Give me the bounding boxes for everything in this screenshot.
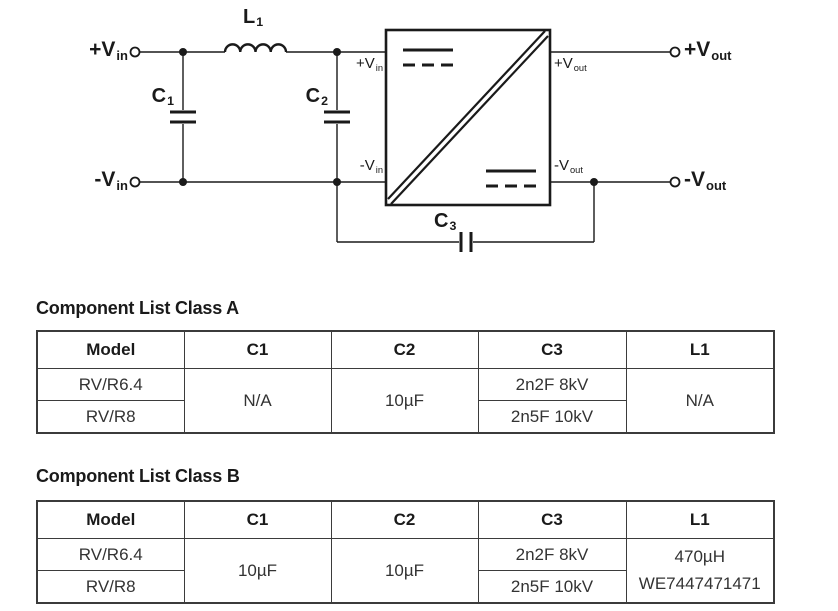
vout-pos-terminal-label: $+V_{out}$ xyxy=(684,38,732,63)
vin-neg-terminal-icon xyxy=(131,178,140,187)
model-cell: RV/R6.4 xyxy=(37,539,184,571)
col-header-c2: C2 xyxy=(331,331,478,369)
c2-value-cell: 10µF xyxy=(331,369,478,434)
inductor-l1-label: $L_1$ xyxy=(243,6,264,30)
col-header-l1: L1 xyxy=(626,501,774,539)
vout-neg-terminal-icon xyxy=(671,178,680,187)
filter-circuit-diagram xyxy=(0,0,838,270)
vin-pos-terminal-icon xyxy=(131,48,140,57)
dc-symbol-output-icon xyxy=(486,171,536,186)
model-cell: RV/R8 xyxy=(37,401,184,434)
col-header-c2: C2 xyxy=(331,501,478,539)
junction-dots xyxy=(179,48,598,186)
vin-neg-terminal-label: $-V_{in}$ xyxy=(94,168,128,193)
col-header-model: Model xyxy=(37,331,184,369)
component-table-class-a xyxy=(36,330,775,434)
table-a-header-row xyxy=(37,331,774,369)
col-header-l1: L1 xyxy=(626,331,774,369)
col-header-c1: C1 xyxy=(184,501,331,539)
dcdc-converter-box xyxy=(386,30,550,205)
c1-value-cell: 10µF xyxy=(184,539,331,604)
c2-value-cell: 10µF xyxy=(331,539,478,604)
converter-pin-vin-pos-label: $+V_{in}$ xyxy=(355,55,383,73)
vin-pos-terminal-label: $+V_{in}$ xyxy=(89,38,128,63)
c3-value-cell: 2n5F 10kV xyxy=(478,401,626,434)
table-b-header-row xyxy=(37,501,774,539)
l1-part-number: WE7447471471 xyxy=(638,573,761,593)
l1-value-cell xyxy=(626,539,774,604)
converter-pin-vout-pos-label: $+V_{out}$ xyxy=(554,55,587,73)
col-header-c1: C1 xyxy=(184,331,331,369)
col-header-c3: C3 xyxy=(478,331,626,369)
table-b-title: Component List Class B xyxy=(36,466,240,486)
converter-pin-vout-neg-label: $-V_{out}$ xyxy=(554,157,583,175)
l1-inductance-value: 470µH xyxy=(674,547,725,567)
terminal-circles xyxy=(131,48,680,187)
table-a-title: Component List Class A xyxy=(36,298,239,318)
component-table-class-b xyxy=(36,500,775,604)
col-header-c3: C3 xyxy=(478,501,626,539)
capacitor-c3-icon xyxy=(337,182,594,252)
c3-value-cell: 2n5F 10kV xyxy=(478,571,626,604)
inductor-coil-icon xyxy=(225,44,286,52)
capacitor-c3-label: $C_3$ xyxy=(434,210,457,234)
table-row xyxy=(37,369,774,401)
capacitor-c1-icon xyxy=(170,52,196,182)
capacitor-c1-label: $C_1$ xyxy=(151,85,174,109)
c1-value-cell: N/A xyxy=(184,369,331,434)
model-cell: RV/R8 xyxy=(37,571,184,604)
dc-symbol-input-icon xyxy=(403,50,453,65)
vout-pos-terminal-icon xyxy=(671,48,680,57)
l1-value-cell: N/A xyxy=(626,369,774,434)
vout-neg-terminal-label: $-V_{out}$ xyxy=(684,168,727,193)
converter-pin-vin-neg-label: $-V_{in}$ xyxy=(359,157,383,175)
col-header-model: Model xyxy=(37,501,184,539)
wires xyxy=(140,30,671,252)
table-row xyxy=(37,539,774,571)
model-cell: RV/R6.4 xyxy=(37,369,184,401)
c3-value-cell: 2n2F 8kV xyxy=(478,369,626,401)
c3-value-cell: 2n2F 8kV xyxy=(478,539,626,571)
capacitor-c2-label: $C_2$ xyxy=(305,85,328,109)
